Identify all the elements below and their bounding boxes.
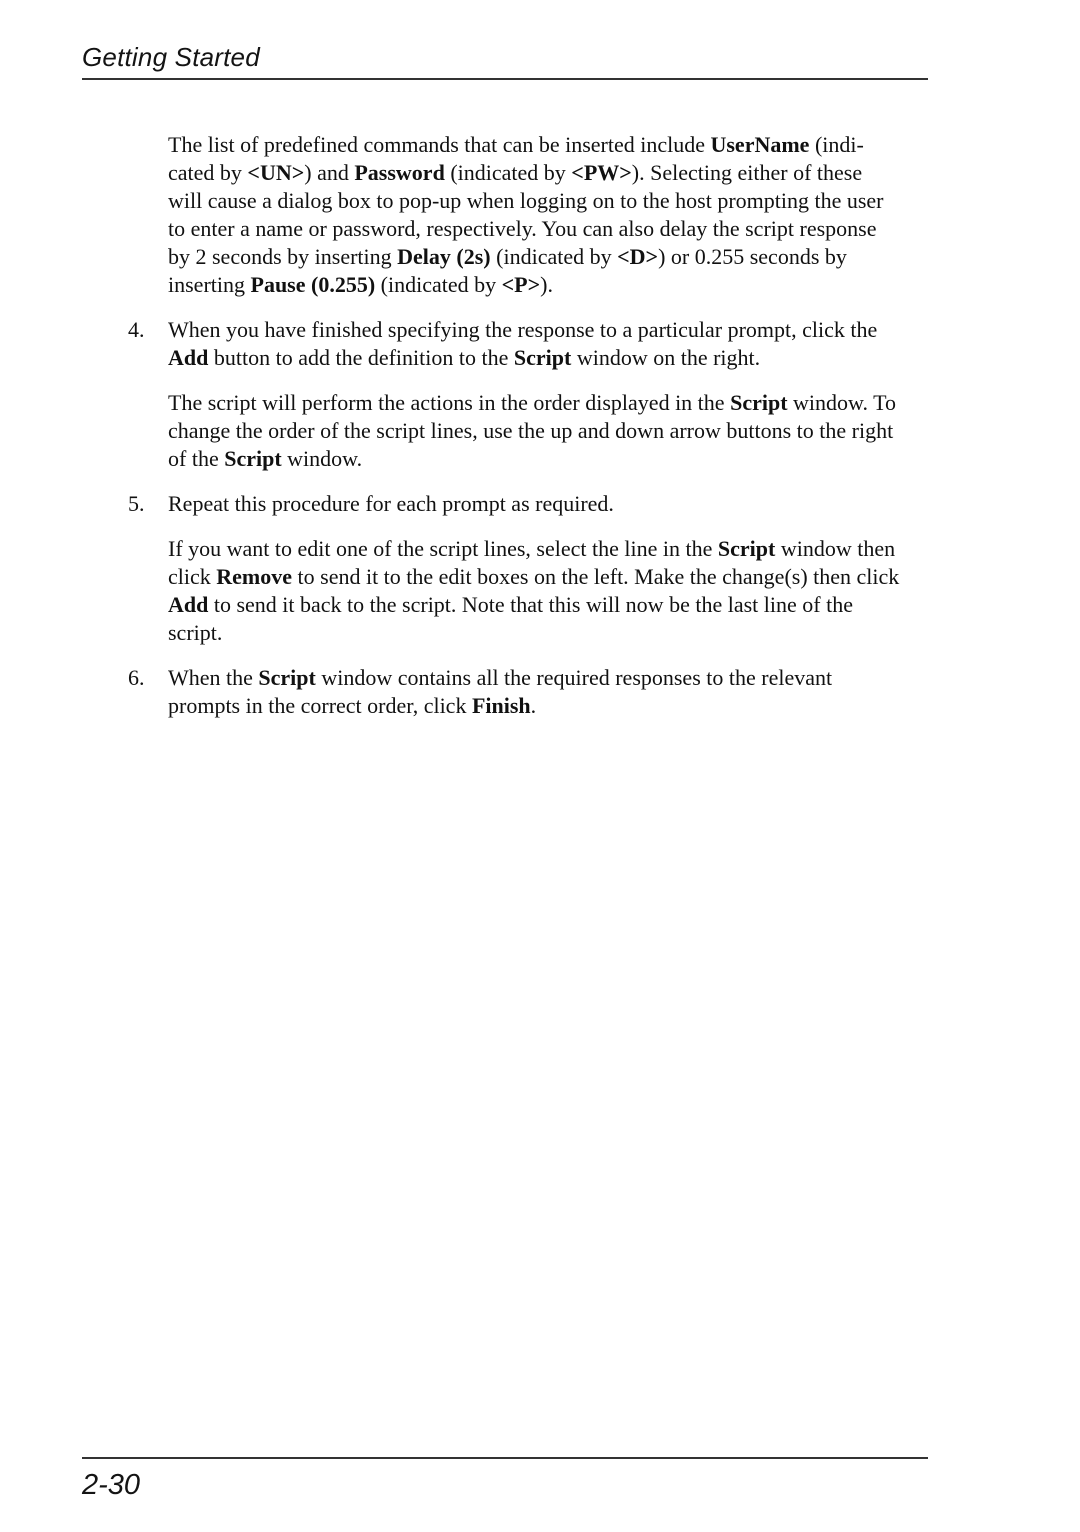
bold-text-segment: Script — [258, 665, 316, 690]
text-segment: prompts in the correct order, click — [168, 693, 472, 718]
text-line — [168, 215, 928, 243]
text-segment: by 2 seconds by inserting — [168, 244, 398, 269]
text-line — [168, 664, 928, 692]
document-body — [128, 131, 928, 720]
page-number: 2-30 — [82, 1469, 141, 1501]
text-segment: (indicated by — [444, 160, 572, 185]
text-segment: Repeat this procedure for each prompt as required. — [168, 491, 614, 516]
text-line — [168, 344, 928, 372]
bold-text-segment: Script — [513, 345, 572, 370]
text-segment: The list of predefined commands that can be inserted include — [168, 132, 711, 157]
bold-text-segment: Script — [717, 536, 776, 561]
bold-text-segment: UserName — [710, 132, 810, 157]
text-segment: The script will perform the actions in the order displayed in the — [168, 390, 731, 415]
section-title: Getting Started — [82, 42, 260, 72]
text-line — [168, 187, 928, 215]
bold-text-segment: Remove — [216, 564, 293, 589]
text-segment: will cause a dialog box to pop-up when logging on to the host prompting the user — [168, 188, 884, 213]
paragraph — [168, 131, 928, 299]
text-segment: window then — [775, 536, 896, 561]
text-segment: to enter a name or password, respectively. You can also delay the script response — [168, 216, 877, 241]
text-segment: (indicated by — [490, 244, 618, 269]
bold-text-segment: <P> — [501, 272, 541, 297]
text-segment: ). — [540, 272, 553, 297]
text-line — [168, 243, 928, 271]
text-segment: window. — [281, 446, 363, 471]
paragraph — [168, 535, 928, 647]
paragraph — [168, 389, 928, 473]
text-segment: ) or 0.255 seconds by — [658, 244, 847, 269]
text-segment: If you want to edit one of the script lines, select the line in the — [168, 536, 718, 561]
text-segment: When you have finished specifying the response to a particular prompt, click the — [168, 317, 878, 342]
header-rule — [82, 78, 928, 80]
list-item-number: 5. — [128, 491, 145, 516]
text-segment: ) and — [304, 160, 355, 185]
text-segment: ). Selecting either of these — [631, 160, 863, 185]
text-line — [168, 591, 928, 619]
text-segment: (indicated by — [375, 272, 502, 297]
text-line — [168, 389, 928, 417]
text-line — [168, 692, 928, 720]
bold-text-segment: Finish — [471, 693, 531, 718]
list-item-number: 4. — [128, 317, 145, 342]
text-segment: to send it to the edit boxes on the left. Make the change(s) then click — [292, 564, 900, 589]
page-header — [82, 44, 928, 80]
bold-text-segment: Delay (2s) — [397, 244, 491, 269]
bold-text-segment: Add — [168, 592, 209, 617]
text-segment: inserting — [168, 272, 251, 297]
bold-text-segment: <PW> — [571, 160, 632, 185]
text-line — [168, 316, 928, 344]
bold-text-segment: <D> — [617, 244, 659, 269]
text-segment: to send it back to the script. Note that this will now be the last line of the — [208, 592, 853, 617]
text-segment: change the order of the script lines, use the up and down arrow buttons to the right — [168, 418, 894, 443]
list-item — [128, 316, 928, 372]
list-item — [128, 664, 928, 720]
text-line — [168, 271, 928, 299]
bold-text-segment: Password — [354, 160, 445, 185]
text-line — [168, 445, 928, 473]
text-segment: script. — [168, 620, 223, 645]
text-line — [168, 619, 928, 647]
text-segment: button to add the definition to the — [208, 345, 514, 370]
text-line — [168, 131, 928, 159]
text-line — [168, 159, 928, 187]
text-segment: . — [530, 693, 537, 718]
bold-text-segment: Script — [224, 446, 282, 471]
bold-text-segment: Add — [168, 345, 209, 370]
text-segment: click — [168, 564, 217, 589]
list-item — [128, 490, 928, 518]
text-segment: window contains all the required responses to the relevant — [315, 665, 833, 690]
text-line — [168, 563, 928, 591]
text-segment: of the — [168, 446, 225, 471]
text-line — [168, 490, 928, 518]
footer-rule — [82, 1457, 928, 1459]
text-segment: window on the right. — [571, 345, 761, 370]
text-line — [168, 535, 928, 563]
text-segment: window. To — [787, 390, 896, 415]
bold-text-segment: Pause (0.255) — [250, 272, 376, 297]
bold-text-segment: <UN> — [247, 160, 305, 185]
text-segment: (indi- — [809, 132, 864, 157]
text-segment: cated by — [168, 160, 248, 185]
bold-text-segment: Script — [730, 390, 788, 415]
list-item-number: 6. — [128, 665, 145, 690]
text-segment: When the — [168, 665, 259, 690]
text-line — [168, 417, 928, 445]
